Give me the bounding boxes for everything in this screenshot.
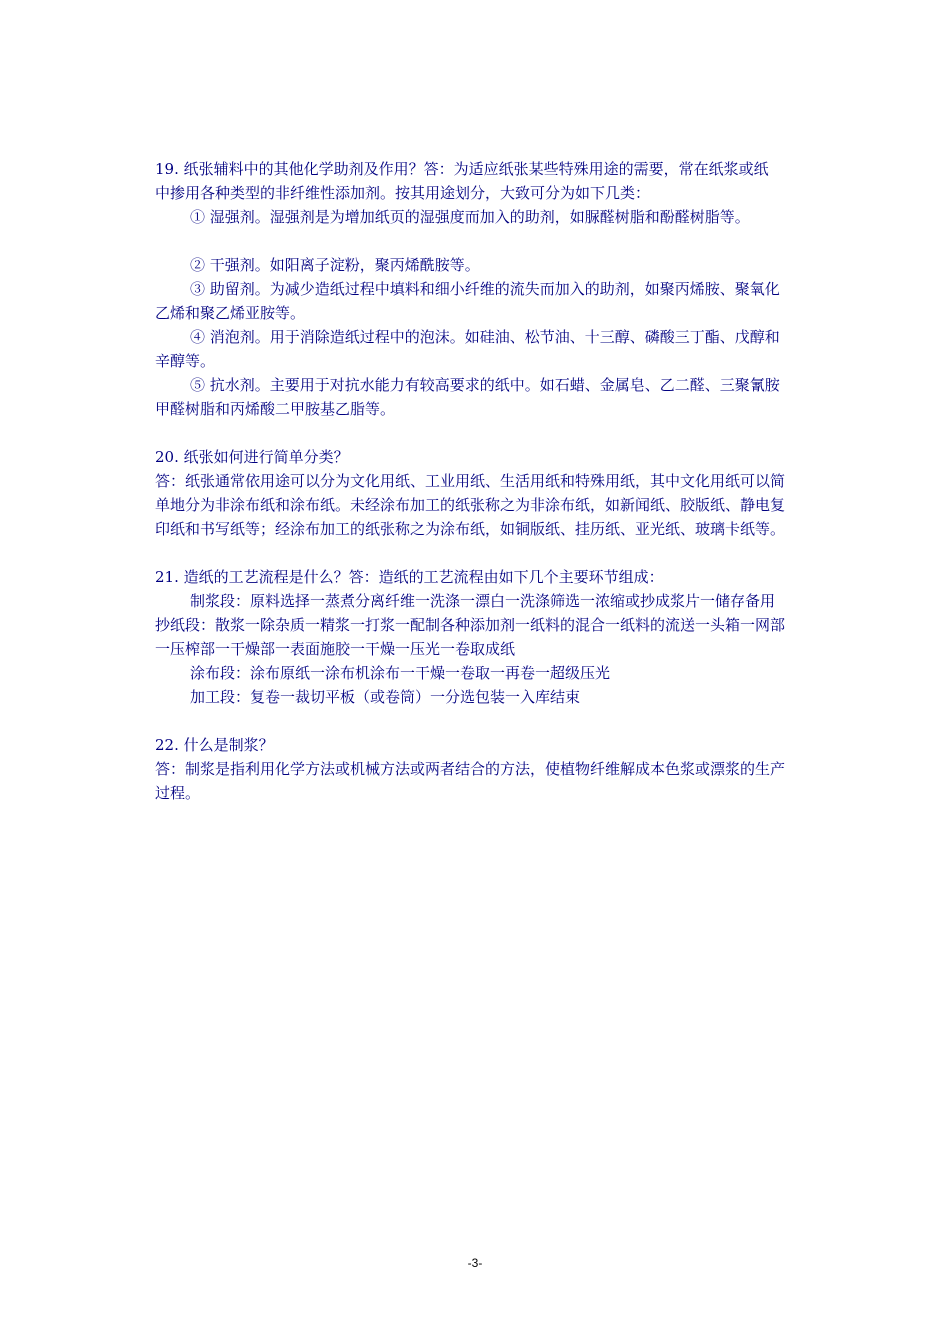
document-body	[155, 157, 875, 805]
papermaking-section-line-2: 一压榨部一干燥部一表面施胶一干燥一压光一卷取成纸	[155, 640, 516, 658]
coating-section: 涂布段：涂布原纸一涂布机涂布一干燥一卷取一再卷一超级压光	[190, 664, 611, 682]
question-20-answer-line-3: 印纸和书写纸等；经涂布加工的纸张称之为涂布纸，如铜版纸、挂历纸、亚光纸、玻璃卡纸等。	[155, 520, 786, 538]
item-dry-strength: ② 干强剂。如阳离子淀粉，聚丙烯酰胺等。	[190, 256, 480, 274]
question-22-title: 22. 什么是制浆？	[155, 736, 274, 754]
processing-section: 加工段：复卷一裁切平板（或卷筒）一分选包装一入库结束	[190, 688, 581, 706]
papermaking-section-line-1: 抄纸段：散浆一除杂质一精浆一打浆一配制各种添加剂一纸料的混合一纸料的流送一头箱一网部	[155, 616, 786, 634]
item-retention-aid-line-1: ③ 助留剂。为减少造纸过程中填料和细小纤维的流失而加入的助剂，如聚丙烯胺、聚氧化	[190, 280, 780, 298]
question-22-answer-line-2: 过程。	[155, 784, 201, 802]
spacer	[155, 709, 875, 733]
question-20-answer-line-1: 答：纸张通常依用途可以分为文化用纸、工业用纸、生活用纸和特殊用纸，其中文化用纸可以简	[155, 472, 786, 490]
item-defoamer-line-2: 辛醇等。	[155, 352, 216, 370]
spacer	[155, 229, 875, 253]
spacer	[155, 421, 875, 445]
question-21	[155, 565, 875, 709]
question-19-line-2: 中掺用各种类型的非纤维性添加剂。按其用途划分，大致可分为如下几类：	[155, 184, 651, 202]
question-20	[155, 445, 875, 541]
question-20-answer-line-2: 单地分为非涂布纸和涂布纸。未经涂布加工的纸张称之为非涂布纸，如新闻纸、胶版纸、静电复	[155, 496, 786, 514]
question-21-title: 21. 造纸的工艺流程是什么？答：造纸的工艺流程由如下几个主要环节组成：	[155, 568, 664, 586]
item-defoamer-line-1: ④ 消泡剂。用于消除造纸过程中的泡沫。如硅油、松节油、十三醇、磷酸三丁酯、戊醇和	[190, 328, 780, 346]
item-water-resistant-line-2: 甲醛树脂和丙烯酸二甲胺基乙脂等。	[155, 400, 396, 418]
item-retention-aid-line-2: 乙烯和聚乙烯亚胺等。	[155, 304, 306, 322]
page-number: -3-	[467, 1256, 483, 1270]
question-19	[155, 157, 875, 421]
question-20-title: 20. 纸张如何进行简单分类？	[155, 448, 349, 466]
question-22-answer-line-1: 答：制浆是指利用化学方法或机械方法或两者结合的方法，使植物纤维解成本色浆或漂浆的生产	[155, 760, 786, 778]
item-water-resistant-line-1: ⑤ 抗水剂。主要用于对抗水能力有较高要求的纸中。如石蜡、金属皂、乙二醛、三聚氰胺	[190, 376, 780, 394]
spacer	[155, 541, 875, 565]
item-wet-strength: ① 湿强剂。湿强剂是为增加纸页的湿强度而加入的助剂，如脲醛树脂和酚醛树脂等。	[190, 208, 750, 226]
question-22	[155, 733, 875, 805]
question-19-line-1: 19. 纸张辅料中的其他化学助剂及作用？答：为适应纸张某些特殊用途的需要，常在纸浆或纸	[155, 160, 769, 178]
pulping-section: 制浆段：原料选择一蒸煮分离纤维一洗涤一漂白一洗涤筛选一浓缩或抄成浆片一储存备用	[190, 592, 776, 610]
